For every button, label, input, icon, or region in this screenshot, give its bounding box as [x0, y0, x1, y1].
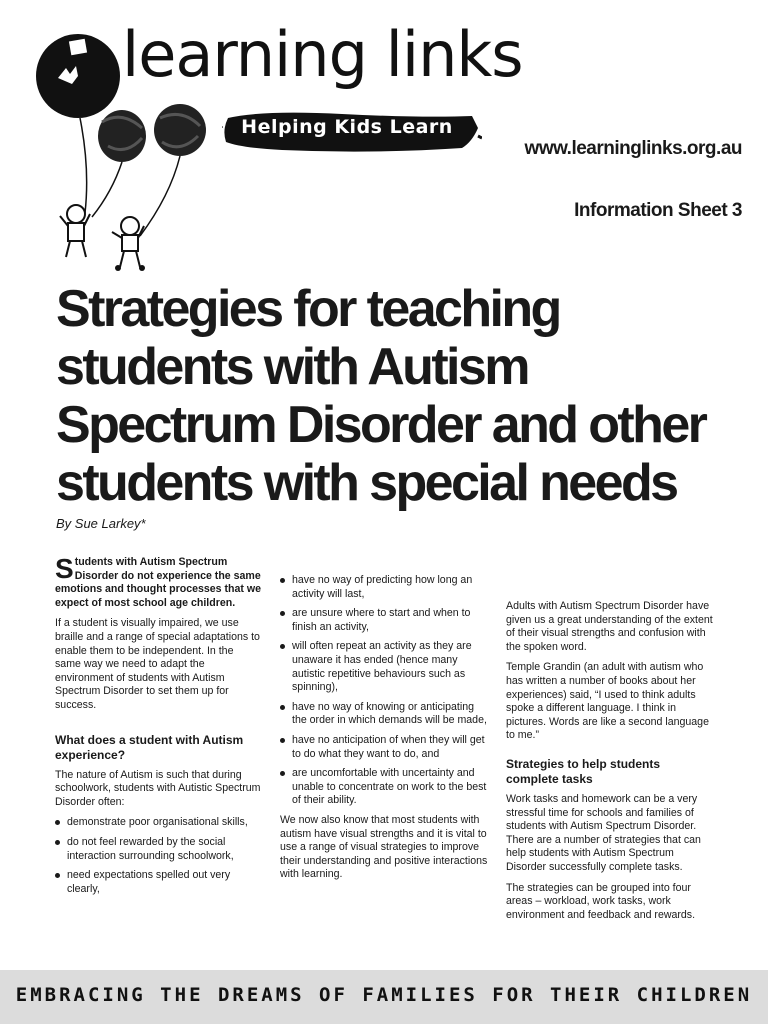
drop-cap: S — [55, 553, 74, 584]
list-item: have no way of predicting how long an activity will last, — [280, 574, 490, 601]
tagline-banner — [222, 108, 482, 156]
byline: By Sue Larkey* — [56, 516, 146, 531]
bullet-list — [55, 816, 261, 896]
footer-slogan: EMBRACING THE DREAMS OF FAMILIES FOR THEIR CHILDREN — [15, 984, 753, 1006]
list-item: have no way of knowing or anticipating the order in which demands will be made, — [280, 701, 490, 728]
paragraph: Adults with Autism Spectrum Disorder have given us a great understanding of the extent of their visual strengths and confusion with the spoken word. — [506, 600, 713, 653]
paragraph: Work tasks and homework can be a very stressful time for schools and families of students with Autism Spectrum Disorder. There are a number of strategies that can help students with Autism Spectrum Disorder successfully complete tasks. — [506, 792, 701, 873]
list-item: are unsure where to start and when to finish an activity, — [280, 607, 490, 634]
paragraph: We now also know that most students with autism have visual strengths and it is vital to use a range of visual strategies to improve their understanding and positive interactions with learning. — [280, 813, 488, 881]
bullet-list — [280, 574, 490, 808]
list-item: will often repeat an activity as they are unaware it has ended (hence many autistic repetitive behaviours such as spinning), — [280, 640, 490, 694]
column-3 — [506, 600, 716, 929]
website-link[interactable]: www.learninglinks.org.au — [524, 138, 742, 159]
lead-paragraph — [55, 553, 262, 610]
list-item: have no anticipation of when they will get to do what they want to do, and — [280, 734, 490, 761]
lead-text: tudents with Autism Spectrum Disorder do not experience the same emotions and thought processes that we expect of most school age children. — [55, 556, 262, 609]
list-item: are uncomfortable with uncertainty and unable to concentrate on work to the best of their ability. — [280, 767, 490, 808]
sheet-label: Information Sheet 3 — [574, 200, 742, 221]
column-1 — [55, 553, 262, 902]
list-item: do not feel rewarded by the social interaction surrounding schoolwork, — [55, 836, 261, 863]
section-heading: Strategies to help students complete tasks — [506, 756, 661, 786]
list-item: need expectations spelled out very clearly, — [55, 869, 261, 896]
list-item: demonstrate poor organisational skills, — [55, 816, 261, 830]
paragraph: Temple Grandin (an adult with autism who has written a number of books about her experiences) said, “I used to think adults spoke a different language. I think in pictures. Words are like a second language to me.” — [506, 661, 709, 742]
paragraph: The nature of Autism is such that during schoolwork, students with Autistic Spectrum Disorder often: — [55, 768, 261, 808]
column-2 — [280, 574, 490, 889]
page-title: Strategies for teaching students with Autism Spectrum Disorder and other students with special needs — [56, 280, 706, 512]
paragraph: If a student is visually impaired, we use braille and a range of special adaptations to enable them to be independent. In the same way we need to adapt the environment of students with Autism Spectrum Disorder to set them up for success. — [55, 617, 260, 711]
paragraph: The strategies can be grouped into four areas – workload, work tasks, work environment and feedback and rewards. — [506, 881, 696, 921]
section-heading: What does a student with Autism experience? — [55, 732, 244, 762]
tagline-text: Helping Kids Learn — [241, 116, 453, 138]
logo-wordmark: learning links — [122, 18, 523, 91]
footer-band — [0, 970, 768, 1024]
